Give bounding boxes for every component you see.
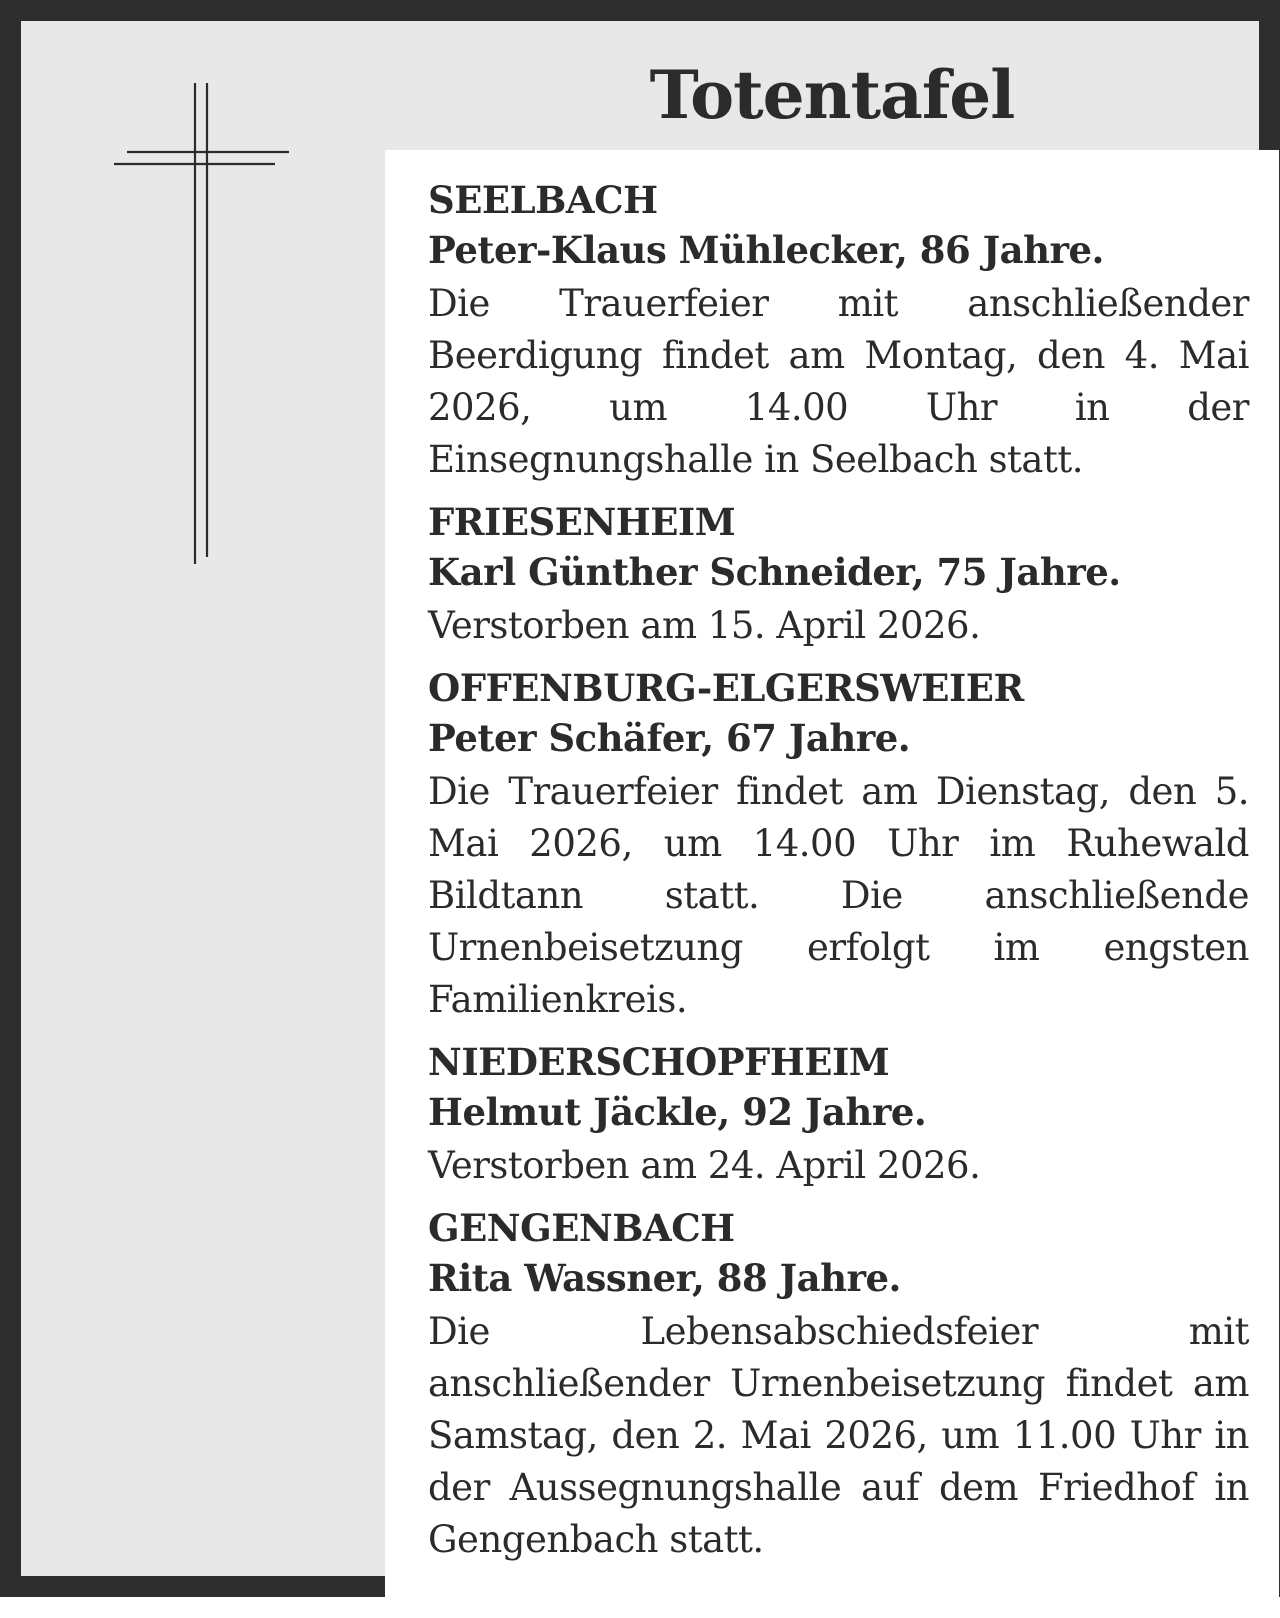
entry-text: Die Lebensabschiedsfeier mit anschließender Urnenbeisetzung findet am Samstag, den 2. Mai 2026, um 11.00 Uhr in der Aussegnungshalle auf dem Friedhof in Gengenbach statt. xyxy=(428,1310,1249,1561)
entry-text: Verstorben am 15. April 2026. xyxy=(428,604,981,647)
entry-place: SEELBACH xyxy=(428,178,658,222)
entry-name: Helmut Jäckle, 92 Jahre. xyxy=(428,1090,927,1134)
entry-name: Peter-Klaus Mühlecker, 86 Jahre. xyxy=(428,228,1104,272)
list-item xyxy=(428,500,1249,652)
entry-name: Karl Günther Schneider, 75 Jahre. xyxy=(428,550,1121,594)
entry-place: OFFENBURG-ELGERSWEIER xyxy=(428,666,1024,710)
page-title: Totentafel xyxy=(649,56,1015,134)
list-item xyxy=(428,1040,1249,1192)
obituary-list xyxy=(385,150,1279,1597)
entry-text: Die Trauerfeier mit anschließender Beerdigung findet am Montag, den 4. Mai 2026, um 14.00 Uhr in der Einsegnungshalle in Seelbach statt. xyxy=(428,282,1249,481)
entry-text: Die Trauerfeier findet am Dienstag, den 5. Mai 2026, um 14.00 Uhr im Ruhewald Bildtann statt. Die anschließende Urnenbeisetzung erfolgt im engsten Familienkreis. xyxy=(428,770,1249,1021)
list-item xyxy=(428,666,1249,1026)
entry-place: FRIESENHEIM xyxy=(428,500,736,544)
entry-place: NIEDERSCHOPFHEIM xyxy=(428,1040,890,1084)
list-item xyxy=(428,1206,1249,1566)
list-item xyxy=(428,178,1249,486)
entry-text: Verstorben am 24. April 2026. xyxy=(428,1144,981,1187)
entry-name: Rita Wassner, 88 Jahre. xyxy=(428,1256,901,1300)
entry-place: GENGENBACH xyxy=(428,1206,735,1250)
entry-name: Peter Schäfer, 67 Jahre. xyxy=(428,716,911,760)
